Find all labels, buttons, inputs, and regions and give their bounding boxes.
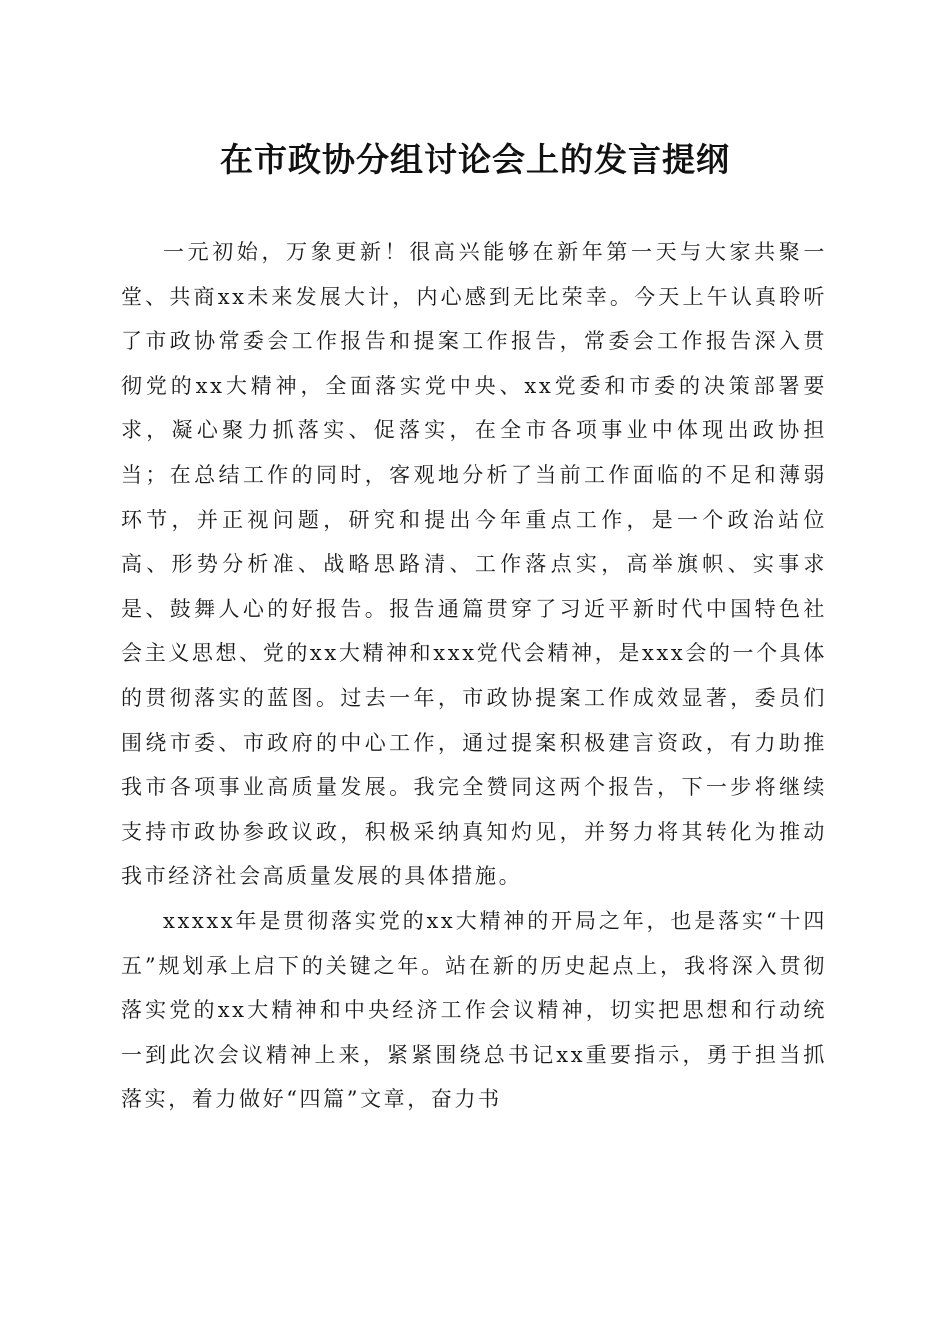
paragraph: xxxxx年是贯彻落实党的xx大精神的开局之年，也是落实“十四五”规划承上启下的关键之年。站在新的历史起点上，我将深入贯彻落实党的xx大精神和中央经济工作会议精神，切实把思想和行动统一到此次会议精神上来，紧紧围绕总书记xx重要指示，勇于担当抓落实，着力做好“四篇”文章，奋力书 <box>121 908 827 1112</box>
document-body <box>121 230 827 1122</box>
document-title: 在市政协分组讨论会上的发言提纲 <box>220 140 730 179</box>
paragraph: 一元初始，万象更新！很高兴能够在新年第一天与大家共聚一堂、共商xx未来发展大计，内心感到无比荣幸。今天上午认真聆听了市政协常委会工作报告和提案工作报告，常委会工作报告深入贯彻党的xx大精神，全面落实党中央、xx党委和市委的决策部署要求，凝心聚力抓落实、促落实，在全市各项事业中体现出政协担当；在总结工作的同时，客观地分析了当前工作面临的不足和薄弱环节，并正视问题，研究和提出今年重点工作，是一个政治站位高、形势分析准、战略思路清、工作落点实，高举旗帜、实事求是、鼓舞人心的好报告。报告通篇贯穿了习近平新时代中国特色社会主义思想、党的xx大精神和xxx党代会精神，是xxx会的一个具体的贯彻落实的蓝图。过去一年，市政协提案工作成效显著，委员们围绕市委、市政府的中心工作，通过提案积极建言资政，有力助推我市各项事业高质量发展。我完全赞同这两个报告，下一步将继续支持市政协参政议政，积极采纳真知灼见，并努力将其转化为推动我市经济社会高质量发展的具体措施。 <box>121 240 827 889</box>
